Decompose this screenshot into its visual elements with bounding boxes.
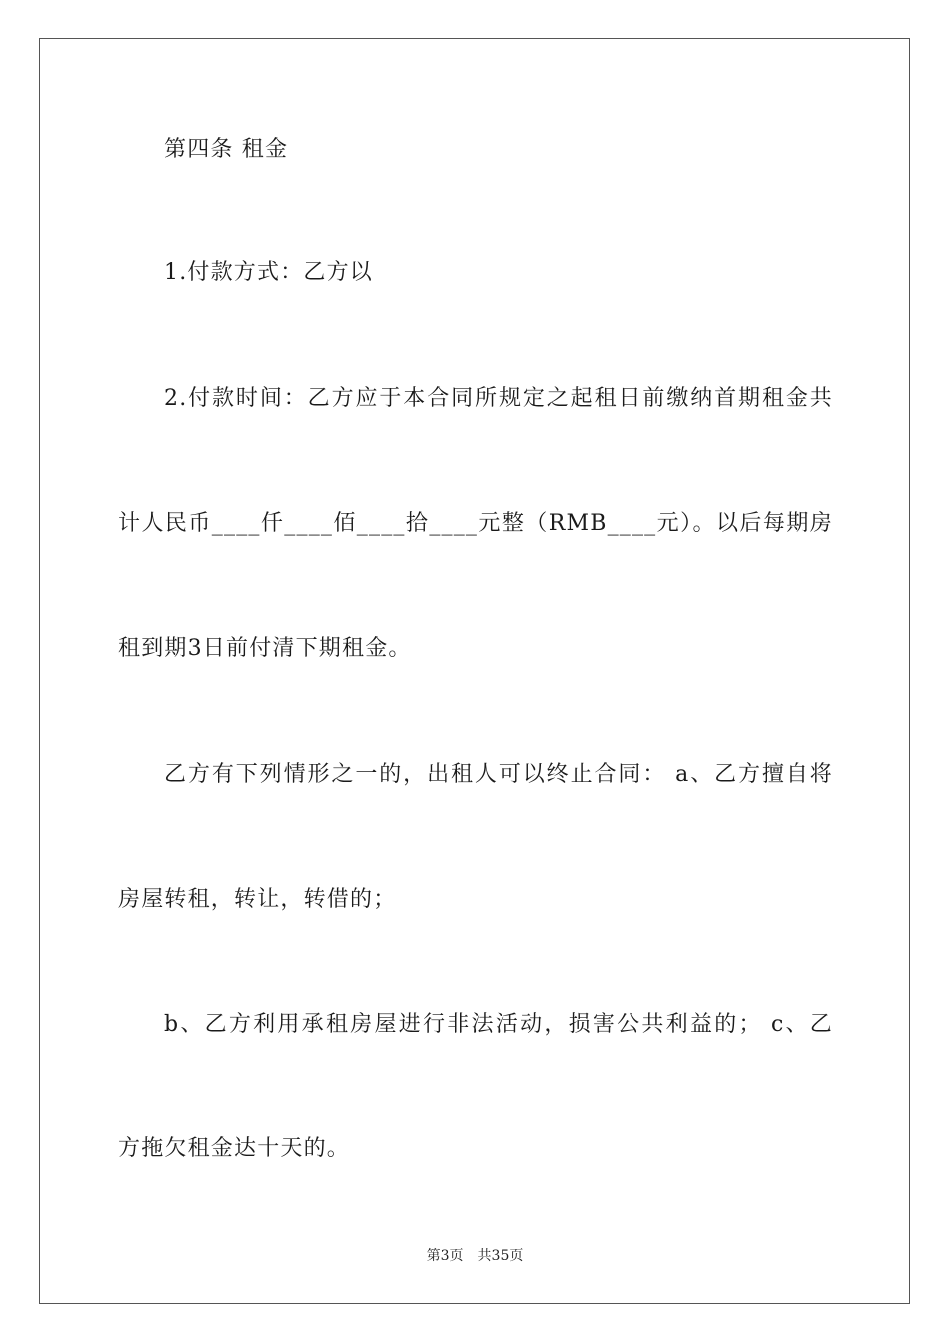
paragraph-line: 乙方有下列情形之一的，出租人可以终止合同： a、乙方擅自将 <box>164 762 833 787</box>
page-footer <box>0 1246 950 1266</box>
paragraph-line: 计人民币____仟____佰____拾____元整（RMB____元）。以后每期房 <box>118 511 833 536</box>
paragraph-line: 房屋转租，转让，转借的； <box>118 887 397 912</box>
page-frame <box>39 38 910 1304</box>
paragraph-line: 方拖欠租金达十天的。 <box>118 1136 351 1161</box>
paragraph-line: 1.付款方式：乙方以 <box>164 260 373 285</box>
page-total: 共35页 <box>477 1248 524 1264</box>
page-number: 第3页 <box>426 1248 464 1264</box>
paragraph-line: b、乙方利用承租房屋进行非法活动，损害公共利益的； c、乙 <box>164 1012 833 1037</box>
article-heading: 第四条 租金 <box>164 137 289 162</box>
paragraph-line: 租到期3日前付清下期租金。 <box>118 636 412 661</box>
paragraph-line: 2.付款时间：乙方应于本合同所规定之起租日前缴纳首期租金共 <box>164 386 833 411</box>
